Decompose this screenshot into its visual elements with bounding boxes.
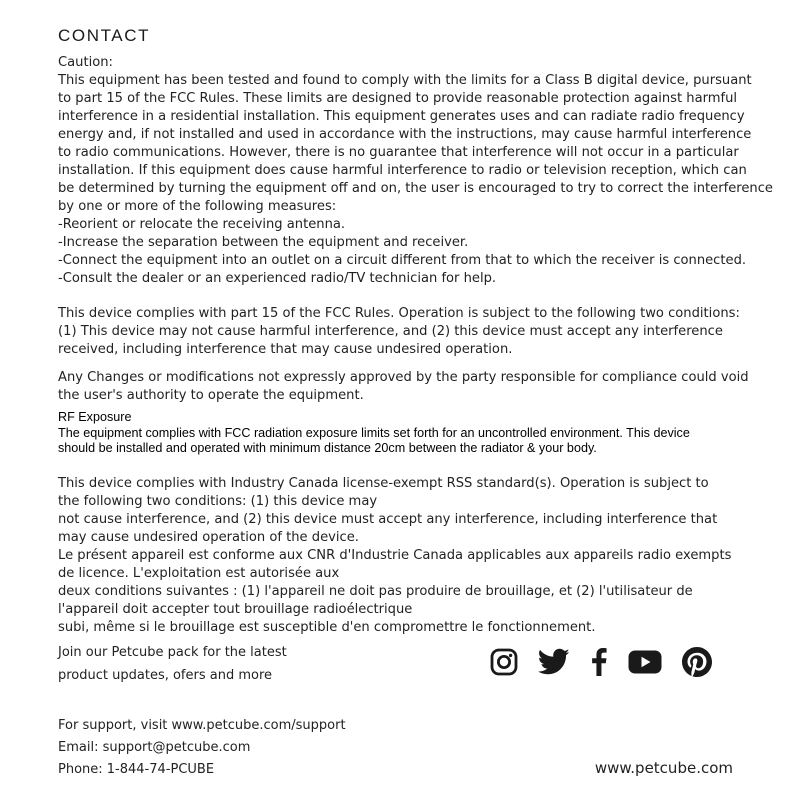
fcc-part15-line: (1) This device may not cause harmful interference, and (2) this device must accept any interference xyxy=(58,324,723,339)
facebook-icon[interactable] xyxy=(590,648,608,676)
ic-line: may cause undesired operation of the device. xyxy=(58,530,359,545)
modifications-line: Any Changes or modifications not expressly approved by the party responsible for compliance could void xyxy=(58,370,749,385)
ic-line: This device complies with Industry Canada license-exempt RSS standard(s). Operation is subject to xyxy=(58,476,709,491)
fcc-part15-line: This device complies with part 15 of the FCC Rules. Operation is subject to the following two conditions: xyxy=(58,306,740,321)
join-line: product updates, ofers and more xyxy=(58,667,273,683)
caution-line: Caution: xyxy=(58,55,113,70)
industry-canada-section xyxy=(58,475,778,637)
ic-line-fr: l'appareil doit accepter tout brouillage radioélectrique xyxy=(58,602,413,617)
fcc-part15-section xyxy=(58,305,778,359)
caution-measure: -Connect the equipment into an outlet on a circuit different from that to which the receiver is connected. xyxy=(58,253,747,268)
ic-line-fr: subi, même si le brouillage est susceptible d'en compromettre le fonctionnement. xyxy=(58,620,596,635)
modifications-section xyxy=(58,369,778,405)
caution-measure: -Reorient or relocate the receiving antenna. xyxy=(58,217,346,232)
caution-line: to part 15 of the FCC Rules. These limits are designed to provide reasonable protection against harmful xyxy=(58,91,738,106)
caution-measure: -Consult the dealer or an experienced radio/TV technician for help. xyxy=(58,271,497,286)
rf-exposure-line: The equipment complies with FCC radiation exposure limits set forth for an uncontrolled environment. This device xyxy=(58,425,690,440)
caution-line: interference in a residential installation. This equipment generates uses and can radiate radio frequency xyxy=(58,109,745,124)
youtube-icon[interactable] xyxy=(628,649,662,675)
join-pack-text xyxy=(58,642,287,687)
ic-line-fr: Le présent appareil est conforme aux CNR d'Industrie Canada applicables aux appareils radio exempts xyxy=(58,548,732,563)
instagram-icon[interactable] xyxy=(490,648,518,676)
ic-line: the following two conditions: (1) this device may xyxy=(58,494,378,509)
support-phone-text: Phone: 1-844-74-PCUBE xyxy=(58,762,215,777)
social-links xyxy=(490,646,712,678)
join-line: Join our Petcube pack for the latest xyxy=(58,645,287,660)
rf-exposure-line: should be installed and operated with minimum distance 20cm between the radiator & your body. xyxy=(58,441,597,455)
caution-line: be determined by turning the equipment off and on, the user is encouraged to try to correct the interference xyxy=(58,181,773,196)
caution-section xyxy=(58,54,778,288)
caution-line: energy and, if not installed and used in accordance with the instructions, may cause harmful interference xyxy=(58,127,752,142)
support-email-text: Email: support@petcube.com xyxy=(58,740,251,755)
ic-line-fr: de licence. L'exploitation est autorisée aux xyxy=(58,566,340,581)
modifications-line: the user's authority to operate the equipment. xyxy=(58,388,364,403)
support-visit-text: For support, visit www.petcube.com/support xyxy=(58,718,346,733)
ic-line-fr: deux conditions suivantes : (1) l'appareil ne doit pas produire de brouillage, et (2) l'utilisateur de xyxy=(58,584,693,599)
page-title: CONTACT xyxy=(58,26,151,45)
caution-line: This equipment has been tested and found to comply with the limits for a Class B digital device, pursuant xyxy=(58,73,752,88)
caution-line: installation. If this equipment does cause harmful interference to radio or television reception, which can xyxy=(58,163,747,178)
fcc-part15-line: received, including interference that may cause undesired operation. xyxy=(58,342,513,357)
pinterest-icon[interactable] xyxy=(682,647,712,677)
support-info xyxy=(58,715,346,781)
website-link[interactable]: www.petcube.com xyxy=(594,759,733,777)
ic-line: not cause interference, and (2) this device must accept any interference, including interference that xyxy=(58,512,718,527)
caution-measure: -Increase the separation between the equipment and receiver. xyxy=(58,235,469,250)
rf-exposure-section xyxy=(58,410,778,457)
twitter-icon[interactable] xyxy=(538,648,570,676)
rf-exposure-title: RF Exposure xyxy=(58,410,132,424)
caution-line: by one or more of the following measures: xyxy=(58,199,337,214)
caution-line: to radio communications. However, there is no guarantee that interference will not occur in a particular xyxy=(58,145,739,160)
